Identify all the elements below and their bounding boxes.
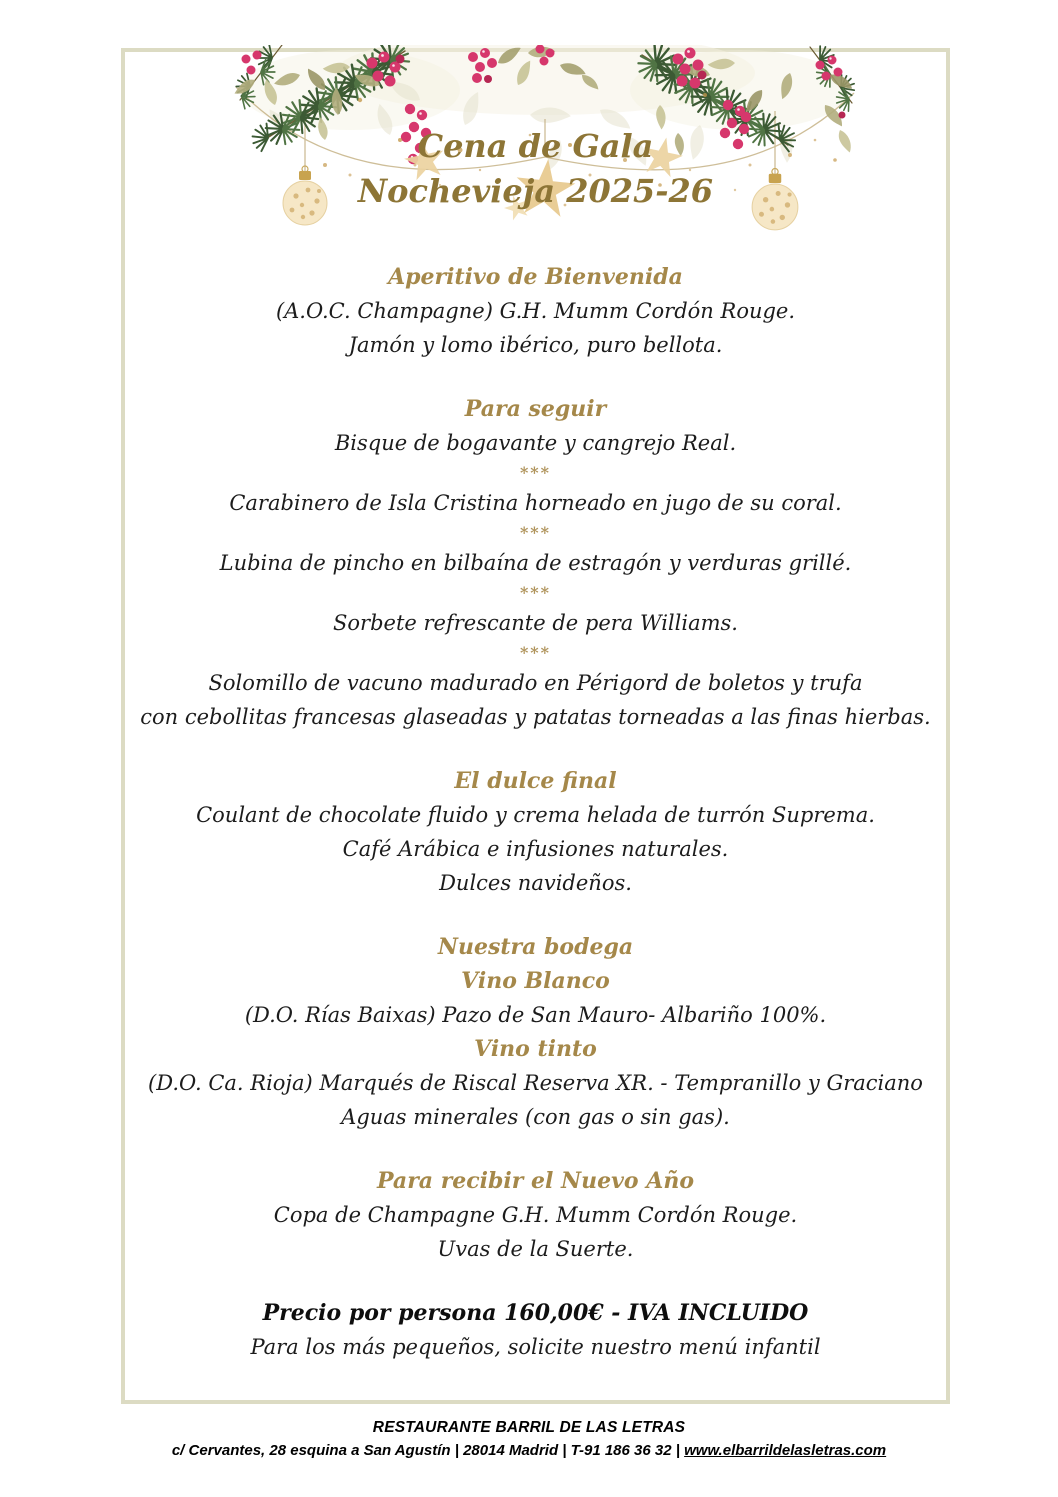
note-line: Para los más pequeños, solicite nuestro menú infantil xyxy=(250,1335,821,1359)
menu-item-line: Uvas de la Suerte. xyxy=(437,1237,634,1261)
menu-header xyxy=(125,52,946,230)
menu-section xyxy=(125,764,946,900)
menu-title xyxy=(125,124,946,214)
website-link[interactable]: www.elbarrildelasletras.com xyxy=(684,1442,887,1459)
menu-content xyxy=(125,260,946,1364)
menu-item-line: con cebollitas francesas glaseadas y patatas torneadas a las finas hierbas. xyxy=(140,705,931,729)
menu-item-line: Aguas minerales (con gas o sin gas). xyxy=(341,1105,730,1129)
menu-section xyxy=(125,260,946,362)
price-line: Precio por persona 160,00€ - IVA INCLUIDO xyxy=(262,1300,809,1326)
section-heading: Nuestra bodega xyxy=(437,934,634,960)
restaurant-name: RESTAURANTE BARRIL DE LAS LETRAS xyxy=(372,1419,686,1436)
menu-item-line: Dulces navideños. xyxy=(439,871,632,895)
menu-item-line: Café Arábica e infusiones naturales. xyxy=(342,837,729,861)
section-heading: Para seguir xyxy=(464,396,607,422)
menu-item-line: Copa de Champagne G.H. Mumm Cordón Rouge. xyxy=(273,1203,798,1227)
wine-subheading: Vino Blanco xyxy=(461,968,610,994)
menu-item-line: Solomillo de vacuno madurado en Périgord de boletos y trufa xyxy=(208,671,863,695)
menu-section xyxy=(125,930,946,1134)
menu-item-line: Sorbete refrescante de pera Williams. xyxy=(333,611,738,635)
menu-item-line: (D.O. Rías Baixas) Pazo de San Mauro- Albariño 100%. xyxy=(244,1003,827,1027)
stars-separator: *** xyxy=(519,583,552,602)
menu-section xyxy=(125,1296,946,1364)
menu-section xyxy=(125,1164,946,1266)
stars-separator: *** xyxy=(519,463,552,482)
section-heading: Para recibir el Nuevo Año xyxy=(376,1168,694,1194)
section-heading: Aperitivo de Bienvenida xyxy=(388,264,683,290)
menu-title-line1: Cena de Gala xyxy=(417,127,654,165)
menu-item-line: Coulant de chocolate fluido y crema helada de turrón Suprema. xyxy=(196,803,875,827)
wine-subheading: Vino tinto xyxy=(474,1036,597,1062)
menu-item-line: (D.O. Ca. Rioja) Marqués de Riscal Reserva XR. - Tempranillo y Graciano xyxy=(148,1071,923,1095)
stars-separator: *** xyxy=(519,643,552,662)
menu-title-line2: Nochevieja 2025-26 xyxy=(357,172,714,210)
page-footer xyxy=(0,1417,1058,1463)
menu-item-line: (A.O.C. Champagne) G.H. Mumm Cordón Rouge. xyxy=(275,299,796,323)
stars-separator: *** xyxy=(519,523,552,542)
menu-item-line: Lubina de pincho en bilbaína de estragón y verduras grillé. xyxy=(219,551,852,575)
menu-item-line: Bisque de bogavante y cangrejo Real. xyxy=(334,431,737,455)
menu-item-line: Jamón y lomo ibérico, puro bellota. xyxy=(348,333,723,357)
address-text: c/ Cervantes, 28 esquina a San Agustín | 28014 Madrid | T-91 186 36 32 | xyxy=(171,1442,685,1459)
restaurant-address-line xyxy=(0,1439,1058,1463)
menu-card xyxy=(121,48,950,1404)
menu-item-line: Carabinero de Isla Cristina horneado en jugo de su coral. xyxy=(229,491,842,515)
section-heading: El dulce final xyxy=(454,768,617,794)
menu-section xyxy=(125,392,946,734)
